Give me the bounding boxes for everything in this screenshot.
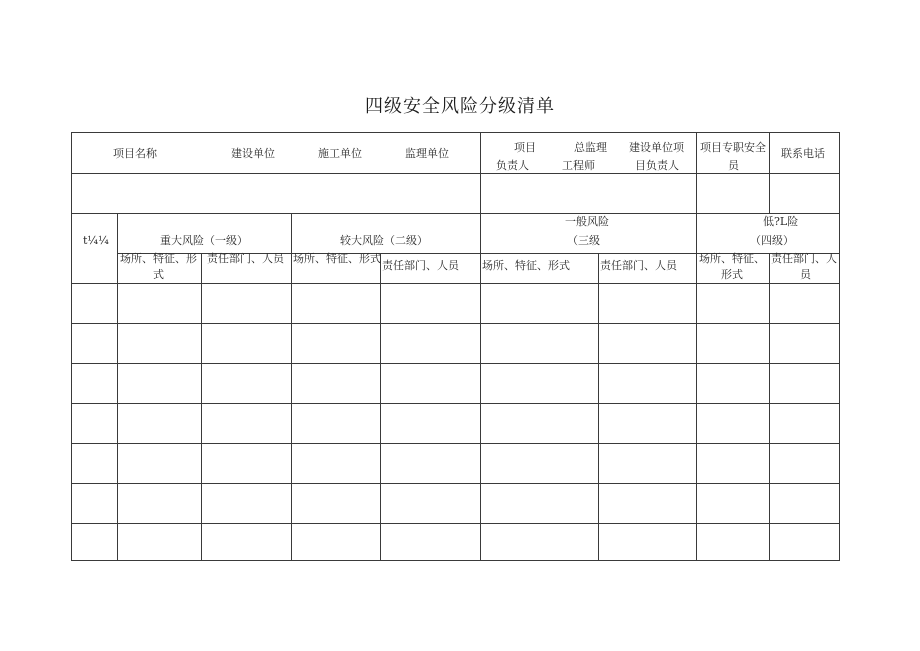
page-title: 四级安全风险分级清单 bbox=[365, 96, 555, 117]
subheader-major-place-line2: 式 bbox=[153, 268, 164, 281]
header-project-name: 项目名称 bbox=[113, 147, 157, 160]
table-row bbox=[72, 524, 839, 560]
header-chief-supervisor-line2: 工程师 bbox=[562, 159, 595, 172]
header-project-manager-line2: 负责人 bbox=[496, 159, 529, 172]
table-line-header-bottom bbox=[71, 173, 840, 174]
header-project-manager-line1: 项目 bbox=[514, 141, 536, 154]
table-row bbox=[72, 404, 839, 443]
header-contact-phone: 联系电话 bbox=[781, 147, 825, 160]
table-border-top bbox=[71, 132, 840, 133]
header-owner-manager-line2: 目负责人 bbox=[635, 159, 679, 172]
subheader-major-place: 场所、特征、形 bbox=[120, 252, 197, 265]
table-border-bottom bbox=[71, 560, 840, 561]
subheader-low-place-line1: 场所、特征、 bbox=[699, 252, 765, 265]
header-supervision-unit: 监理单位 bbox=[405, 147, 449, 160]
subheader-major-dept: 责任部门、人员 bbox=[207, 252, 284, 265]
subheader-large-dept: 责任部门、人员 bbox=[382, 259, 459, 272]
table-border-right bbox=[839, 132, 840, 561]
header-construction-unit: 建设单位 bbox=[231, 147, 275, 160]
risk-low-label-line1: 低?L险 bbox=[763, 215, 799, 228]
table-row bbox=[72, 484, 839, 523]
subheader-general-place: 场所、特征、形式 bbox=[482, 259, 570, 272]
table-row bbox=[72, 284, 839, 323]
risk-general-label-line1: 一般风险 bbox=[565, 215, 609, 228]
subheader-low-place-line2: 形式 bbox=[721, 268, 743, 281]
table-line-info-bottom bbox=[71, 213, 840, 214]
table-vline-header-b bbox=[696, 132, 697, 213]
table-row bbox=[72, 364, 839, 403]
header-contractor-unit: 施工单位 bbox=[318, 147, 362, 160]
risk-general-label-line2: （三级 bbox=[567, 234, 600, 247]
subheader-general-dept: 责任部门、人员 bbox=[600, 259, 677, 272]
subheader-large-place: 场所、特征、形式 bbox=[293, 252, 381, 265]
subheader-low-dept-line2: 员 bbox=[800, 268, 811, 281]
table-row bbox=[72, 324, 839, 363]
risk-large-label: 较大风险（二级） bbox=[340, 234, 428, 247]
header-owner-manager-line1: 建设单位项 bbox=[629, 141, 684, 154]
header-safety-officer-line2: 员 bbox=[728, 159, 739, 172]
header-safety-officer-line1: 项目专职安全 bbox=[700, 141, 766, 154]
table-vline-header-a bbox=[480, 132, 481, 213]
risk-low-label-line2: （四级） bbox=[750, 234, 794, 247]
header-chief-supervisor-line1: 总监理 bbox=[574, 141, 607, 154]
risk-major-label: 重大风险（一级） bbox=[160, 234, 248, 247]
table-row bbox=[72, 444, 839, 483]
table-vline-header-c bbox=[769, 132, 770, 213]
subheader-low-dept-line1: 责任部门、人 bbox=[771, 252, 837, 265]
risk-index-label: t¼¼ bbox=[83, 234, 109, 247]
